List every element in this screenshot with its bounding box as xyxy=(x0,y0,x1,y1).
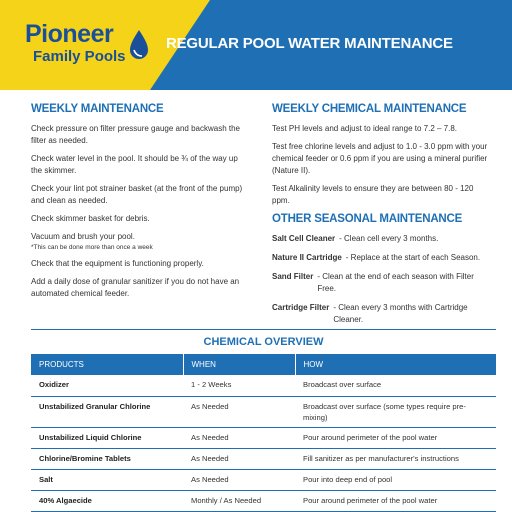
weekly-maintenance-title: WEEKLY MAINTENANCE xyxy=(31,103,164,115)
table-row xyxy=(31,396,496,427)
seasonal-text: - Replace at the start of each Season. xyxy=(345,253,481,262)
seasonal-label: Cartridge Filter xyxy=(272,303,330,312)
table-header-row xyxy=(31,354,496,375)
cell-when: 1 - 2 Weeks xyxy=(183,375,295,396)
cell-when: As Needed xyxy=(183,469,295,490)
table-row xyxy=(31,448,496,469)
table-row xyxy=(31,427,496,448)
seasonal-item xyxy=(272,271,492,295)
cell-product: Unstabilized Liquid Chlorine xyxy=(31,427,183,448)
weekly-item: Check pressure on filter pressure gauge and backwash the filter as needed. xyxy=(31,124,241,145)
chemical-overview-table xyxy=(31,354,496,512)
vacuum-note: *This can be done more than once a week xyxy=(31,244,153,251)
seasonal-item xyxy=(272,252,492,264)
seasonal-title: OTHER SEASONAL MAINTENANCE xyxy=(272,213,463,225)
table-row xyxy=(31,375,496,396)
chemical-item: Test PH levels and adjust to ideal range to 7.2 – 7.8. xyxy=(272,124,458,133)
weekly-item: Check water level in the pool. It should be ¾ of the way up the skimmer. xyxy=(31,154,238,175)
logo-line1: Pioneer xyxy=(25,20,114,48)
water-drop-icon xyxy=(128,28,150,62)
cell-how: Broadcast over surface xyxy=(295,375,496,396)
weekly-maintenance-section xyxy=(31,103,251,306)
cell-product: Oxidizer xyxy=(31,375,183,396)
seasonal-item xyxy=(272,233,492,245)
weekly-item: Check your lint pot strainer basket (at the front of the pump) and clean as needed. xyxy=(31,184,243,205)
cell-product: Unstabilized Granular Chlorine xyxy=(31,396,183,427)
weekly-item-text: Vacuum and brush your pool. xyxy=(31,232,135,241)
chemical-item: Test Alkalinity levels to ensure they are between 80 - 120 ppm. xyxy=(272,184,474,205)
logo-line2: Family Pools xyxy=(33,48,126,65)
cell-product: Salt xyxy=(31,469,183,490)
seasonal-label: Nature II Cartridge xyxy=(272,253,342,262)
weekly-item: Check that the equipment is functioning properly. xyxy=(31,259,204,268)
seasonal-item xyxy=(272,302,492,326)
chemical-overview-title: CHEMICAL OVERVIEW xyxy=(203,336,324,348)
page-header xyxy=(0,0,512,90)
weekly-chemical-title: WEEKLY CHEMICAL MAINTENANCE xyxy=(272,103,467,115)
weekly-chemical-section xyxy=(272,103,492,333)
cell-product: Chlorine/Bromine Tablets xyxy=(31,448,183,469)
cell-when: As Needed xyxy=(183,427,295,448)
weekly-item-vacuum xyxy=(31,231,251,252)
cell-how: Pour into deep end of pool xyxy=(295,469,496,490)
column-header-when: WHEN xyxy=(183,354,295,375)
seasonal-label: Sand Filter xyxy=(272,272,314,281)
company-logo xyxy=(25,22,126,64)
section-divider xyxy=(31,329,496,330)
cell-how: Fill sanitizer as per manufacturer's instructions xyxy=(295,448,496,469)
cell-when: Monthly / As Needed xyxy=(183,490,295,511)
cell-when: As Needed xyxy=(183,448,295,469)
weekly-item: Check skimmer basket for debris. xyxy=(31,214,150,223)
cell-how: Pour around perimeter of the pool water xyxy=(295,427,496,448)
table-row xyxy=(31,469,496,490)
cell-how: Pour around perimeter of the pool water xyxy=(295,490,496,511)
table-row xyxy=(31,490,496,511)
seasonal-label: Salt Cell Cleaner xyxy=(272,234,336,243)
seasonal-text: - Clean every 3 months with Cartridge Cleaner. xyxy=(333,303,468,324)
page-title: REGULAR POOL WATER MAINTENANCE xyxy=(166,35,453,52)
seasonal-text: - Clean cell every 3 months. xyxy=(339,234,439,243)
cell-how: Broadcast over surface (some types require pre-mixing) xyxy=(295,396,496,427)
seasonal-text: - Clean at the end of each season with Filter Free. xyxy=(317,272,474,293)
weekly-item: Add a daily dose of granular sanitizer if you do not have an automated chemical feeder. xyxy=(31,277,240,298)
column-header-products: PRODUCTS xyxy=(31,354,183,375)
chemical-item: Test free chlorine levels and adjust to 1.0 - 3.0 ppm with your chemical feeder or 0.6 ppm if you are using a mineral purifier (Nature II). xyxy=(272,142,488,175)
cell-product: 40% Algaecide xyxy=(31,490,183,511)
cell-when: As Needed xyxy=(183,396,295,427)
column-header-how: HOW xyxy=(295,354,496,375)
